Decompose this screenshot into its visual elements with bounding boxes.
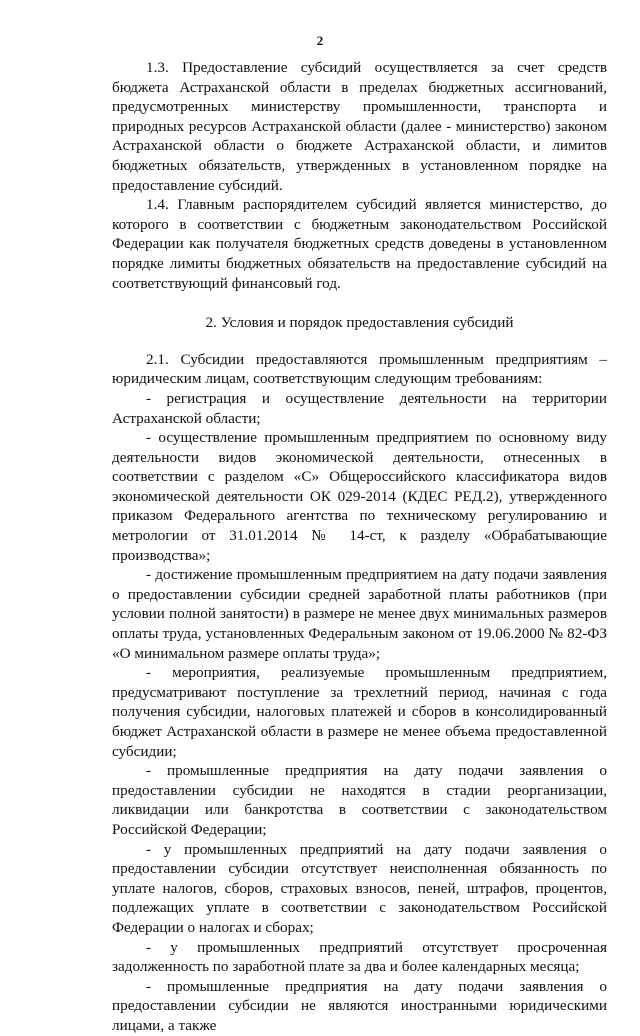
paragraph-1-3: 1.3. Предоставление субсидий осуществляется за счет средств бюджета Астраханской области в пределах бюджетных ассигнований, предусмотренных министерству промышленности, транспорта и природных ресурсов Астраханской области (далее - министерство) законом Астраханской области о бюджете Астраханской области, и лимитов бюджетных обязательств, утвержденных в установленном порядке на предоставление субсидий. — [112, 59, 607, 194]
document-body — [112, 58, 607, 1036]
requirement-item: - регистрация и осуществление деятельности на территории Астраханской области; — [112, 389, 607, 427]
requirement-item: - у промышленных предприятий отсутствует просроченная задолженность по заработной плате за два и более календарных месяца; — [112, 938, 607, 976]
page-number: 2 — [316, 33, 324, 48]
requirement-item: - достижение промышленным предприятием на дату подачи заявления о предоставлении субсидии средней заработной платы работников (при условии полной занятости) в размере не менее двух минимальных размеров оплаты труда, установленных Федеральным законом от 19.06.2000 № 82-ФЗ «О минимальном размере оплаты труда»; — [112, 566, 607, 662]
requirement-item: - мероприятия, реализуемые промышленным предприятием, предусматривают поступление за трехлетний период, начиная с года получения субсидии, налоговых платежей и сборов в консолидированный бюджет Астраханской области в размере не менее объема предоставленной субсидии; — [112, 664, 607, 760]
requirement-item: - у промышленных предприятий на дату подачи заявления о предоставлении субсидии отсутствует неисполненная обязанность по уплате налогов, сборов, страховых взносов, пеней, штрафов, процентов, подлежащих уплате в соответствии с законодательством Российской Федерации о налогах и сборах; — [112, 840, 607, 936]
requirement-item: - осуществление промышленным предприятием по основному виду деятельности видов экономической деятельности, отнесенных в соответствии с разделом «С» Общероссийского классификатора видов экономической деятельности ОК 029-2014 (КДЕС РЕД.2), утвержденного приказом Федерального агентства по техническому регулированию и метрологии от 31.01.2014 № 14-ст, к разделу «Обрабатывающие производства»; — [112, 429, 607, 564]
requirement-item: - промышленные предприятия на дату подачи заявления о предоставлении субсидии не являются иностранными юридическими лицами, а также — [112, 977, 607, 1034]
section-heading: 2. Условия и порядок предоставления субсидий — [205, 314, 514, 332]
paragraph-1-4: 1.4. Главным распорядителем субсидий является министерство, до которого в соответствии с бюджетным законодательством Российской Федерации как получателя бюджетных средств доведены в установленном порядке лимиты бюджетных обязательств на предоставление субсидий на соответствующий финансовый год. — [112, 196, 607, 292]
requirement-item: - промышленные предприятия на дату подачи заявления о предоставлении субсидии не находятся в стадии реорганизации, ликвидации или банкротства в соответствии с законодательством Российской Федерации; — [112, 762, 607, 838]
paragraph-2-1: 2.1. Субсидии предоставляются промышленным предприятиям – юридическим лицам, соответствующим следующим требованиям: — [112, 350, 607, 388]
